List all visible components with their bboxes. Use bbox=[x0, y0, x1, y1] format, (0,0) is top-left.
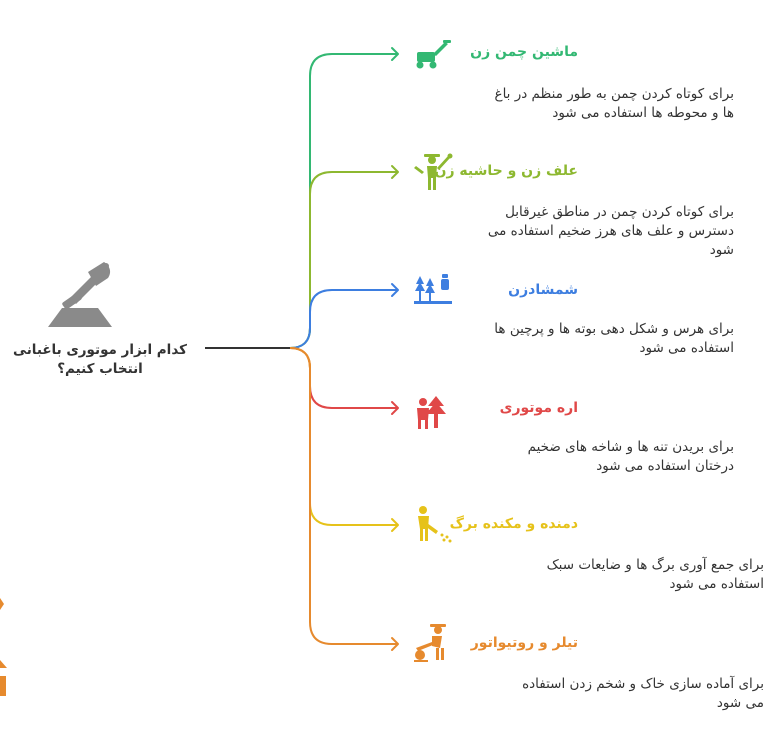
root-question-line2: انتخاب کنیم؟ bbox=[57, 361, 143, 377]
branch-desc-tiller: برای آماده سازی خاک و شخم زدن استفاده می شود bbox=[522, 676, 764, 711]
chainsaw-worker-icon bbox=[417, 396, 446, 429]
branch-connectors bbox=[205, 48, 398, 650]
root-question-line1: کدام ابزار موتوری باغبانی bbox=[13, 342, 187, 358]
branch-connector bbox=[290, 348, 398, 644]
branch-title-chainsaw: اره موتوری bbox=[499, 400, 578, 416]
hedge-trimmer-icon bbox=[414, 274, 452, 304]
branch-connector bbox=[290, 54, 398, 348]
branch-title-leaf-blower: دمنده و مکنده برگ bbox=[449, 516, 578, 532]
partial-edge-icon bbox=[0, 598, 7, 696]
branch-desc-hedge-trimmer: برای هرس و شکل دهی بوته ها و پرچین ها استفاده می شود bbox=[494, 321, 734, 356]
branch-title-trimmer: علف زن و حاشیه زن bbox=[434, 163, 578, 179]
branch-connector bbox=[290, 172, 398, 348]
branch-title-hedge-trimmer: شمشادزن bbox=[508, 282, 578, 298]
branch-title-lawn-mower: ماشین چمن زن bbox=[470, 44, 578, 60]
root-question bbox=[0, 341, 200, 379]
branch-desc-chainsaw: برای بریدن تنه ها و شاخه های ضخیم درختان استفاده می شود bbox=[527, 439, 734, 474]
branch-title-tiller: تیلر و روتیواتور bbox=[470, 635, 578, 651]
excavator-tool-icon bbox=[48, 262, 112, 327]
branch-connector bbox=[290, 290, 398, 348]
branch-desc-lawn-mower: برای کوتاه کردن چمن به طور منظم در باغ ها و محوطه ها استفاده می شود bbox=[494, 86, 734, 121]
branch-connector bbox=[290, 348, 398, 408]
branch-desc-leaf-blower: برای جمع آوری برگ ها و ضایعات سبک استفاده می شود bbox=[546, 557, 764, 592]
lawn-mower-icon bbox=[417, 40, 452, 69]
tiller-worker-icon bbox=[414, 624, 446, 662]
leaf-blower-icon bbox=[418, 506, 452, 543]
branch-connector bbox=[290, 348, 398, 525]
branch-desc-trimmer: برای کوتاه کردن چمن در مناطق غیرقابل دسترس و علف های هرز ضخیم استفاده می شود bbox=[487, 204, 734, 258]
